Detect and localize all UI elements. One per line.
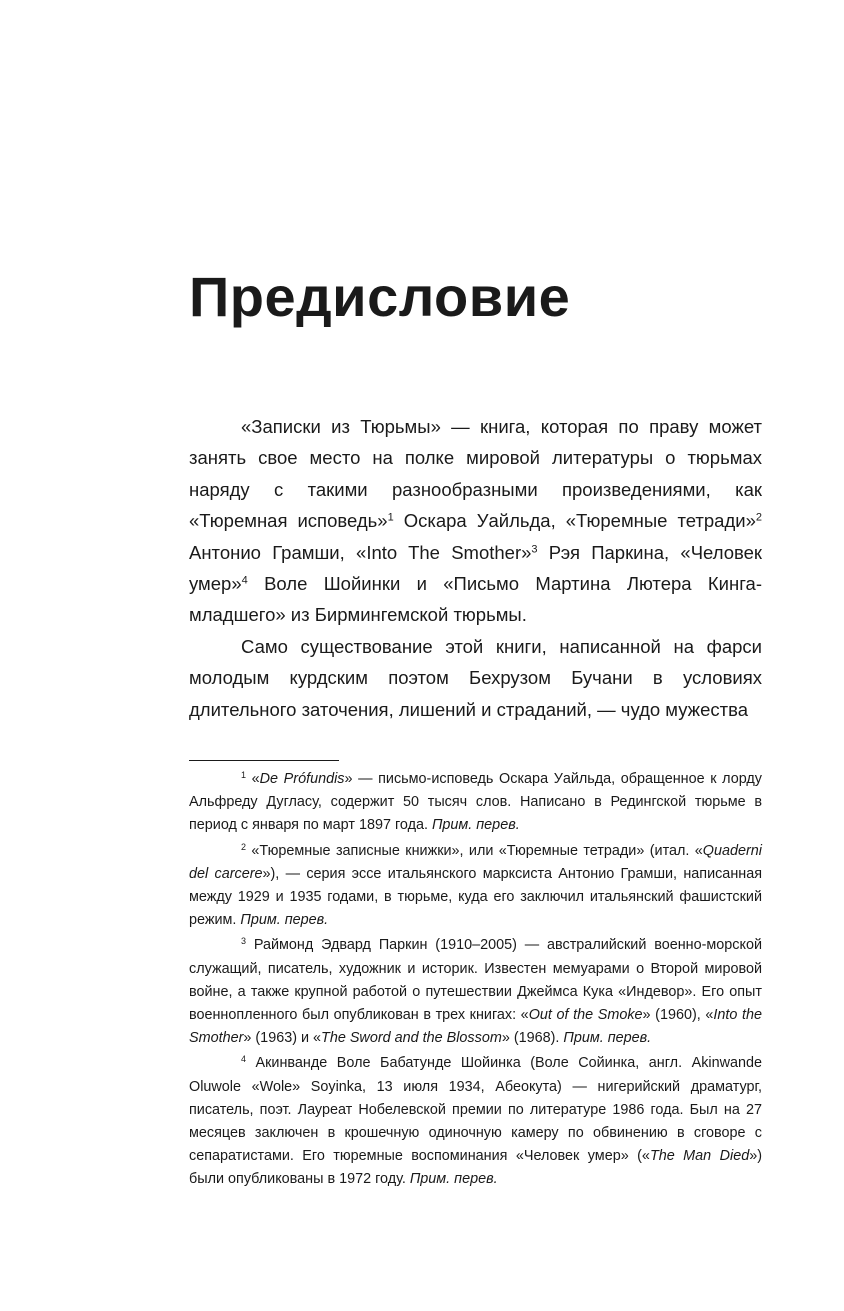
footnote-text: »), — серия эссе итальянского марксиста Антонио Грамши, написанная между 1929 и 1935 годами, в тюрьме, куда его заключил итальянский фашистский режим.	[189, 865, 763, 929]
footnote-2	[189, 840, 762, 933]
footnote-1	[189, 768, 762, 838]
footnote-separator	[189, 760, 339, 761]
footnote-text: «	[246, 771, 260, 787]
footnote-number: 2	[241, 841, 247, 852]
paragraph-2: Само существование этой книги, написанной на фарси молодым курдским поэтом Бехрузом Бучани в условиях длительного заточения, лишений и страданий, — чудо мужества	[189, 635, 762, 720]
footnote-number: 3	[241, 936, 247, 947]
footnote-4	[189, 1052, 762, 1191]
footnote-text: » — письмо-исповедь Оскара Уайльда, обращенное к лорду Альфреду Дугласу, содержит 50 тысяч слов. Написано в Редингской тюрьме в период с января по март 1897 года.	[189, 771, 762, 834]
footnote-text: Раймонд Эдвард Паркин (1910–2005) — австралийский военно-морской служащий, писатель, художник и историк. Известен мемуарами о Второй мировой войне, а также крупной работой о путешествии Джеймса Кука «Индевор». Его опыт военнопленного был опубликован в трех книгах: «	[189, 937, 762, 1024]
footnote-text: ») были опубликованы в 1972 году.	[189, 1148, 762, 1188]
footnote-italic: The Sword and the Blossom	[321, 1030, 502, 1047]
footnote-ref-4: 4	[241, 574, 248, 587]
footnote-text: Акинванде Воле Бабатунде Шойинка (Воле Сойинка, англ. Akinwande Oluwole «Wole» Soyinka, 13 июля 1934, Абеокута) — нигерийский драматург, писатель, поэт. Лауреат Нобелевской премии по литературе 1986 года. Был на 27 месяцев заключен в крошечную одиночную камеру по обвинению в сговоре с сепаратистами. Его тюремные воспоминания «Человек умер» («	[189, 1055, 762, 1165]
paragraph-text: Рэя Паркина, «Человек умер»	[189, 541, 762, 595]
translator-note: Прим. перев.	[563, 1030, 652, 1047]
footnote-text: » (1968).	[501, 1030, 564, 1047]
footnote-text: » (1960), «	[642, 1007, 714, 1024]
translator-note: Прим. перев.	[409, 1171, 498, 1188]
paragraph-text: Антонио Грамши, «Into The Smother»	[189, 541, 532, 563]
paragraph-text: «Записки из Тюрьмы» — книга, которая по праву может занять свое место на полке мировой литературы о тюрьмах наряду с такими разнообразными произведениями, как «Тюремная исповедь»	[189, 416, 762, 532]
footnote-italic: Out of the Smoke	[528, 1007, 643, 1024]
page-title: Предисловие	[189, 265, 571, 328]
paragraph-text: Воле Шойинки и «Письмо Мартина Лютера Кинга-младшего» из Бирмингемской тюрьмы.	[189, 573, 762, 626]
paragraph-text: Оскара Уайльда, «Тюремные тетради»	[393, 510, 756, 532]
footnote-text: » (1963) и «	[243, 1030, 322, 1047]
footnote-ref-1: 1	[387, 511, 394, 524]
translator-note: Прим. перев.	[431, 817, 520, 834]
paragraph-1	[189, 411, 762, 631]
footnote-number: 4	[241, 1054, 247, 1065]
main-text	[189, 411, 762, 725]
footnote-italic: Into the Smother	[189, 1007, 762, 1047]
translator-note: Прим. перев.	[240, 912, 329, 929]
footnote-ref-3: 3	[531, 543, 538, 556]
footnote-italic: De Prófundis	[259, 771, 345, 787]
footnote-text: «Тюремные записные книжки», или «Тюремные тетради» (итал. «	[246, 842, 703, 859]
footnote-italic: Quaderni del carcere	[189, 842, 762, 882]
footnote-ref-2: 2	[755, 511, 762, 524]
footnotes	[189, 768, 762, 1194]
footnote-number: 1	[241, 770, 247, 781]
footnote-italic: The Man Died	[649, 1148, 750, 1165]
footnote-3	[189, 934, 762, 1050]
